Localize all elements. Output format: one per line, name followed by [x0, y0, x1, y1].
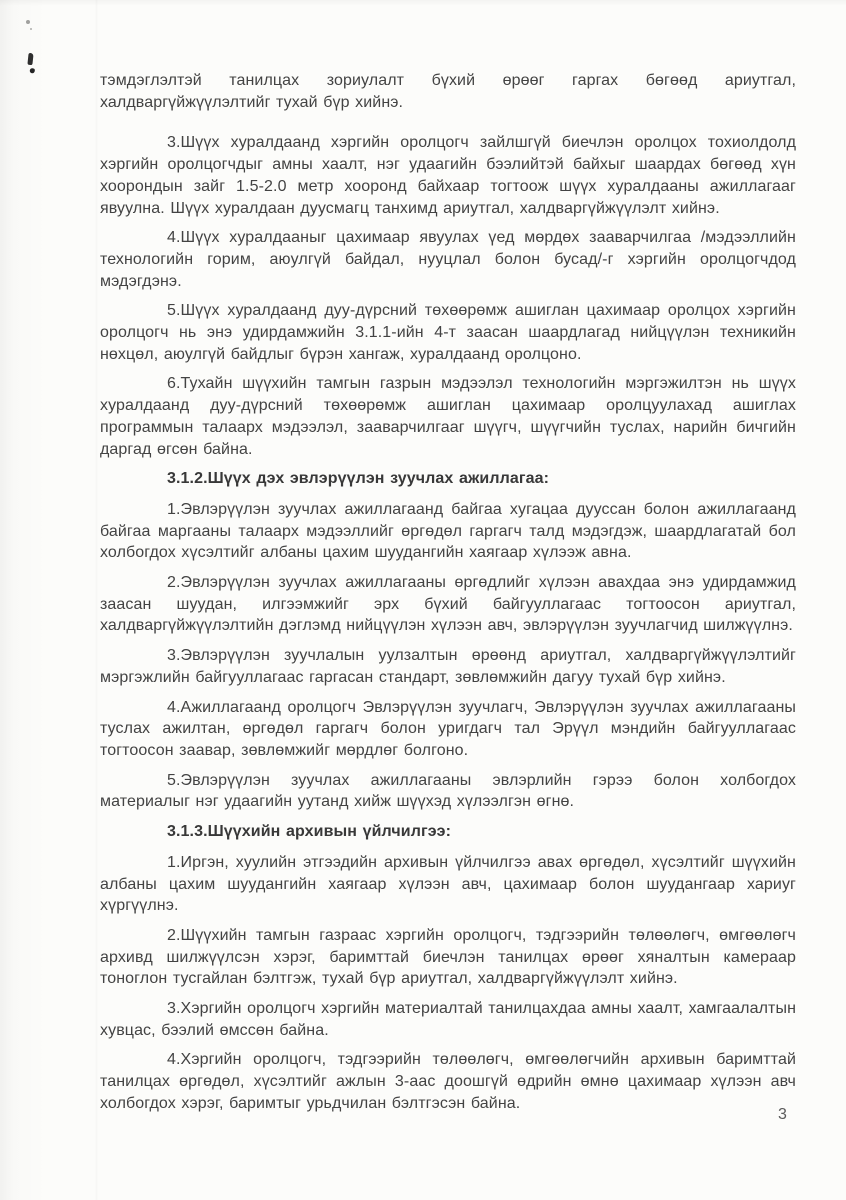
- paragraph-archive-4: 4.Хэргийн оролцогч, тэдгээрийн төлөөлөгч, өмгөөлөгчийн архивын баримттай танилцах өргөдөл, хүсэлтийг ажлын 3-аас доошгүй өдрийн өмнө цахимаар хүлээн авч холбогдох хэрэг, баримтыг урьдчилан бэлтгэсэн байна.: [100, 1051, 796, 1112]
- paragraph-mediation-3: 3.Эвлэрүүлэн зуучлалын уулзалтын өрөөнд ариутгал, халдваргүйжүүлэлтийг мэргэжлийн байгууллагаас гаргасан стандарт, зөвлөмжийн дагуу тухай бүр хийнэ.: [100, 647, 796, 686]
- paragraph-mediation-5: 5.Эвлэрүүлэн зуучлах ажиллагааны эвлэрлийн гэрээ болон холбогдох материалыг нэг удаагийн уутанд хийж шүүхэд хүлээлгэн өгнө.: [100, 771, 796, 811]
- section-heading-3-1-2: 3.1.2.Шүүх дэх эвлэрүүлэн зуучлах ажиллагаа:: [167, 470, 550, 488]
- paragraph-court-session-5: 5.Шүүх хуралдаанд дуу-дүрсний төхөөрөмж ашиглан цахимаар оролцох хэргийн оролцогч нь энэ удирдамжийн 3.1.1-ийн 4-т заасан шаардлагад нийцүүлэн техникийн нөхцөл, аюулгүй байдлыг бүрэн хангаж, хуралдаанд оролцоно.: [100, 302, 796, 363]
- page-number: 3: [778, 1106, 787, 1123]
- paragraph-court-session-4: 4.Шүүх хуралдааныг цахимаар явуулах үед мөрдөх зааварчилгаа /мэдээллийн технологийн горим, аюулгүй байдал, нууцлал болон бусад/-г хэргийн оролцогчдод мэдэгдэнэ.: [100, 229, 796, 290]
- scan-crease-line: [95, 0, 98, 1200]
- paragraph-continuation: тэмдэглэлтэй танилцах зориулалт бүхий өрөөг гаргах бөгөөд ариутгал, халдваргүйжүүлэлтийг тухай бүр хийнэ.: [100, 72, 796, 111]
- paragraph-mediation-2: 2.Эвлэрүүлэн зуучлах ажиллагааны өргөдлийг хүлээн авахдаа энэ удирдамжид заасан шуудан, илгээмжийг эрх бүхий байгууллагаас тогтоосон ариутгал, халдваргүйжүүлэлтийн дэглэмд нийцүүлэн хүлээн авч, эвлэрүүлэн зуучлагчид шилжүүлнэ.: [100, 574, 796, 635]
- document-body: [100, 70, 796, 1123]
- ink-smudge-icon: [26, 20, 30, 24]
- paragraph-mediation-1: 1.Эвлэрүүлэн зуучлах ажиллагаанд байгаа хугацаа дууссан болон ажиллагаанд байгаа маргааны талаарх мэдээллийг өргөдөл гаргагч талд мэдэгдэж, шаардлагатай бол холбогдох хүсэлтийг албаны цахим шуудангийн хаягаар хүлээж авна.: [100, 500, 796, 562]
- paragraph-archive-1: 1.Иргэн, хуулийн этгээдийн архивын үйлчилгээ авах өргөдөл, хүсэлтийг шүүхийн албаны цахим шуудангийн хаягаар хүлээн авч, цахимаар болон шуудангаар хариуг хүргүүлнэ.: [100, 853, 796, 915]
- paragraph-court-session-3: 3.Шүүх хуралдаанд хэргийн оролцогч зайлшгүй биечлэн оролцох тохиолдолд хэргийн оролцогчдыг амны хаалт, нэг удаагийн бээлийтэй байхыг шаардах бөгөөд хүн хоорондын зайг 1.5-2.0 метр хооронд байхаар тогтоож шүүх хуралдааны ажиллагааг явуулна. Шүүх хуралдаан дуусмагц танхимд ариутгал, халдваргүйжүүлэлт хийнэ.: [100, 134, 796, 217]
- paragraph-mediation-4: 4.Ажиллагаанд оролцогч Эвлэрүүлэн зуучлагч, Эвлэрүүлэн зуучлах ажиллагааны туслах ажилтан, өргөдөл гаргагч болон уригдагч тал Эрүүл мэндийн байгууллагаас тогтоосон заавар, зөвлөмжийг мөрдлөг болгоно.: [100, 698, 796, 759]
- paragraph-archive-3: 3.Хэргийн оролцогч хэргийн материалтай танилцахдаа амны хаалт, хамгаалалтын хувцас, бээлий өмссөн байна.: [100, 1000, 797, 1039]
- ink-blot-icon: [27, 53, 33, 65]
- paragraph-court-session-6: 6.Тухайн шүүхийн тамгын газрын мэдээлэл технологийн мэргэжилтэн нь шүүх хуралдаанд дуу-дүрсний төхөөрөмж ашиглан цахимаар оролцуулахад ашиглах программын талаарх мэдээлэл, зааварчилгааг шүүгч, шүүгчийн туслах, нарийн бичгийн даргад өгсөн байна.: [100, 375, 796, 458]
- section-heading-3-1-3: 3.1.3.Шүүхийн архивын үйлчилгээ:: [167, 823, 452, 841]
- paragraph-archive-2: 2.Шүүхийн тамгын газраас хэргийн оролцогч, тэдгээрийн төлөөлөгч, өмгөөлөгч архивд шилжүүлсэн хэрэг, баримттай биечлэн танилцах өрөөг хяналтын камераар тоноглон тусгайлан бэлтгэж, тухай бүр ариутгал, халдваргүйжүүлэлт хийнэ.: [100, 926, 796, 988]
